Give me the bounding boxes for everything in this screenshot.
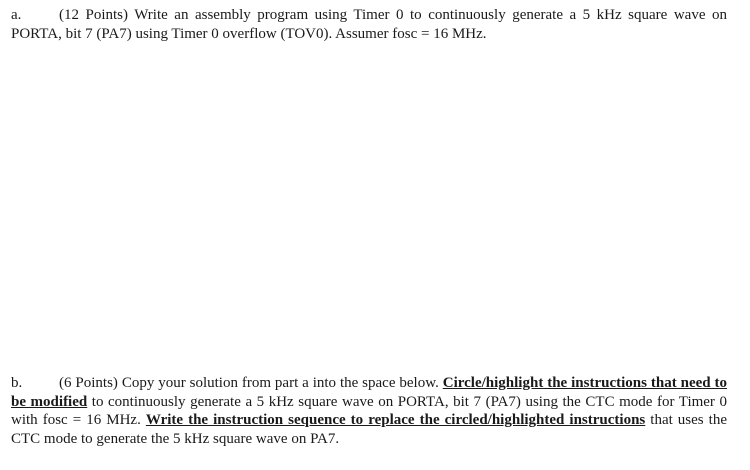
question-a-text: (12 Points) Write an assembly program using Timer 0 to continuously generate a 5 kHz square wave on PORTA, bit 7 (PA7) using Timer 0 overflow (TOV0). Assumer fosc = 16 MHz.	[11, 7, 727, 42]
question-b-emphasis-1: Circle/highlight the instructions that need to be modified	[11, 375, 727, 410]
question-b-letter: b.	[11, 375, 23, 391]
question-b-text-3: that uses the CTC mode to generate the 5 kHz square wave on PA7.	[11, 412, 727, 447]
question-b	[11, 374, 727, 448]
question-b-text-2: to continuously generate a 5 kHz square wave on PORTA, bit 7 (PA7) using the CTC mode for Timer 0 with fosc = 16 MHz.	[11, 393, 727, 429]
question-b-emphasis-2: Write the instruction sequence to replace the circled/highlighted instructions	[145, 412, 646, 429]
question-a	[11, 6, 727, 43]
question-a-letter: a.	[11, 7, 22, 23]
question-b-text-1: (6 Points) Copy your solution from part a into the space below.	[59, 375, 443, 391]
